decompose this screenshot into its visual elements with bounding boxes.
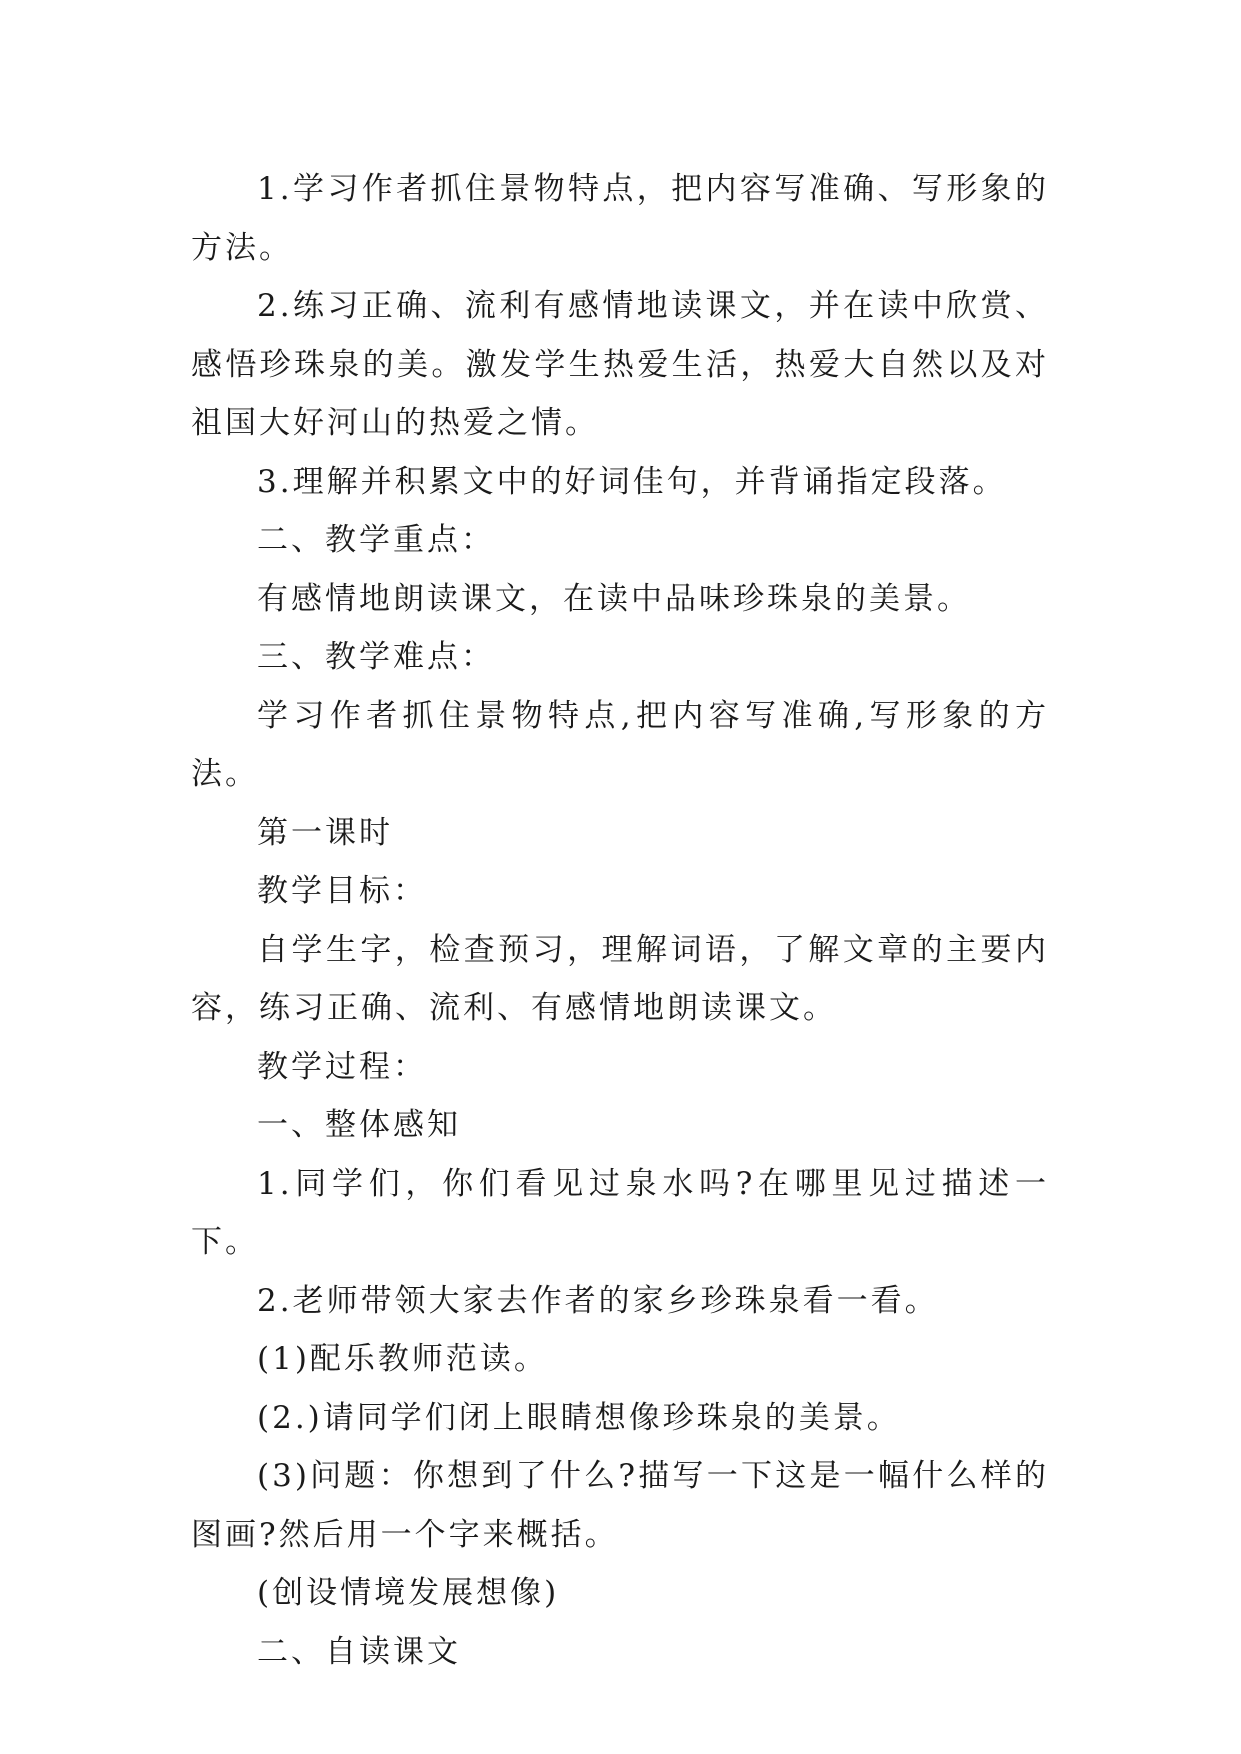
- section-overall-perception: 一、整体感知: [257, 1107, 461, 1143]
- objective-2: 2.练习正确、流利有感情地读课文，并在读中欣赏、感悟珍珠泉的美。激发学生热爱生活，热爱大自然以及对祖国大好河山的热爱之情。: [191, 288, 1049, 441]
- objective-1: 1.学习作者抓住景物特点，把内容写准确、写形象的方法。: [191, 171, 1049, 266]
- substep-3: (3)问题：你想到了什么?描写一下这是一幅什么样的图画?然后用一个字来概括。: [191, 1458, 1049, 1553]
- first-lesson-heading: 第一课时: [257, 814, 393, 851]
- difficulties-text: 学习作者抓住景物特点,把内容写准确,写形象的方法。: [191, 697, 1049, 792]
- note-scenario: (创设情境发展想像): [257, 1575, 560, 1611]
- lesson-goals-heading: 教学目标：: [257, 873, 427, 909]
- substep-1: (1)配乐教师范读。: [257, 1341, 548, 1377]
- section-self-reading: 二、自读课文: [257, 1633, 461, 1670]
- step-2: 2.老师带领大家去作者的家乡珍珠泉看一看。: [257, 1282, 939, 1319]
- key-points-text: 有感情地朗读课文，在读中品味珍珠泉的美景。: [257, 580, 971, 617]
- key-points-heading: 二、教学重点：: [257, 522, 495, 558]
- document-body: [191, 160, 1049, 1681]
- process-heading: 教学过程：: [257, 1048, 427, 1085]
- difficulties-heading: 三、教学难点：: [257, 639, 495, 675]
- lesson-goals-text: 自学生字，检查预习，理解词语，了解文章的主要内容，练习正确、流利、有感情地朗读课文。: [191, 931, 1049, 1026]
- substep-2: (2.)请同学们闭上眼睛想像珍珠泉的美景。: [257, 1399, 901, 1436]
- objective-3: 3.理解并积累文中的好词佳句，并背诵指定段落。: [257, 463, 1007, 500]
- step-1: 1.同学们，你们看见过泉水吗?在哪里见过描述一下。: [191, 1165, 1049, 1260]
